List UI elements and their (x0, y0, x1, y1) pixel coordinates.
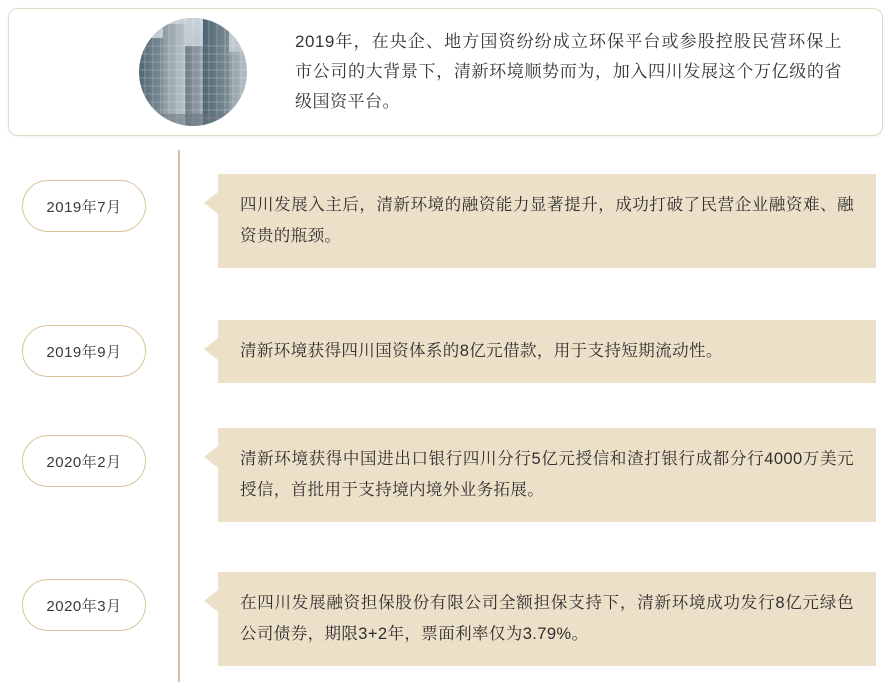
timeline-date-badge[interactable]: 2020年2月 (22, 435, 146, 487)
timeline-event-bubble: 在四川发展融资担保股份有限公司全额担保支持下，清新环境成功发行8亿元绿色公司债券，期限3+2年，票面利率仅为3.79%。 (218, 572, 876, 666)
timeline (0, 150, 891, 682)
timeline-date-badge[interactable]: 2019年9月 (22, 325, 146, 377)
timeline-event-bubble: 清新环境获得四川国资体系的8亿元借款，用于支持短期流动性。 (218, 320, 876, 383)
office-buildings-photo (139, 18, 247, 126)
timeline-event-bubble: 四川发展入主后，清新环境的融资能力显著提升，成功打破了民营企业融资难、融资贵的瓶颈。 (218, 174, 876, 268)
header-card (8, 8, 883, 136)
office-buildings-image (139, 18, 247, 126)
timeline-axis (178, 150, 180, 682)
header-paragraph: 2019年，在央企、地方国资纷纷成立环保平台或参股控股民营环保上市公司的大背景下，清新环境顺势而为，加入四川发展这个万亿级的省级国资平台。 (295, 32, 842, 111)
timeline-event-bubble: 清新环境获得中国进出口银行四川分行5亿元授信和渣打银行成都分行4000万美元授信，首批用于支持境内境外业务拓展。 (218, 428, 876, 522)
timeline-date-badge[interactable]: 2019年7月 (22, 180, 146, 232)
timeline-date-badge[interactable]: 2020年3月 (22, 579, 146, 631)
